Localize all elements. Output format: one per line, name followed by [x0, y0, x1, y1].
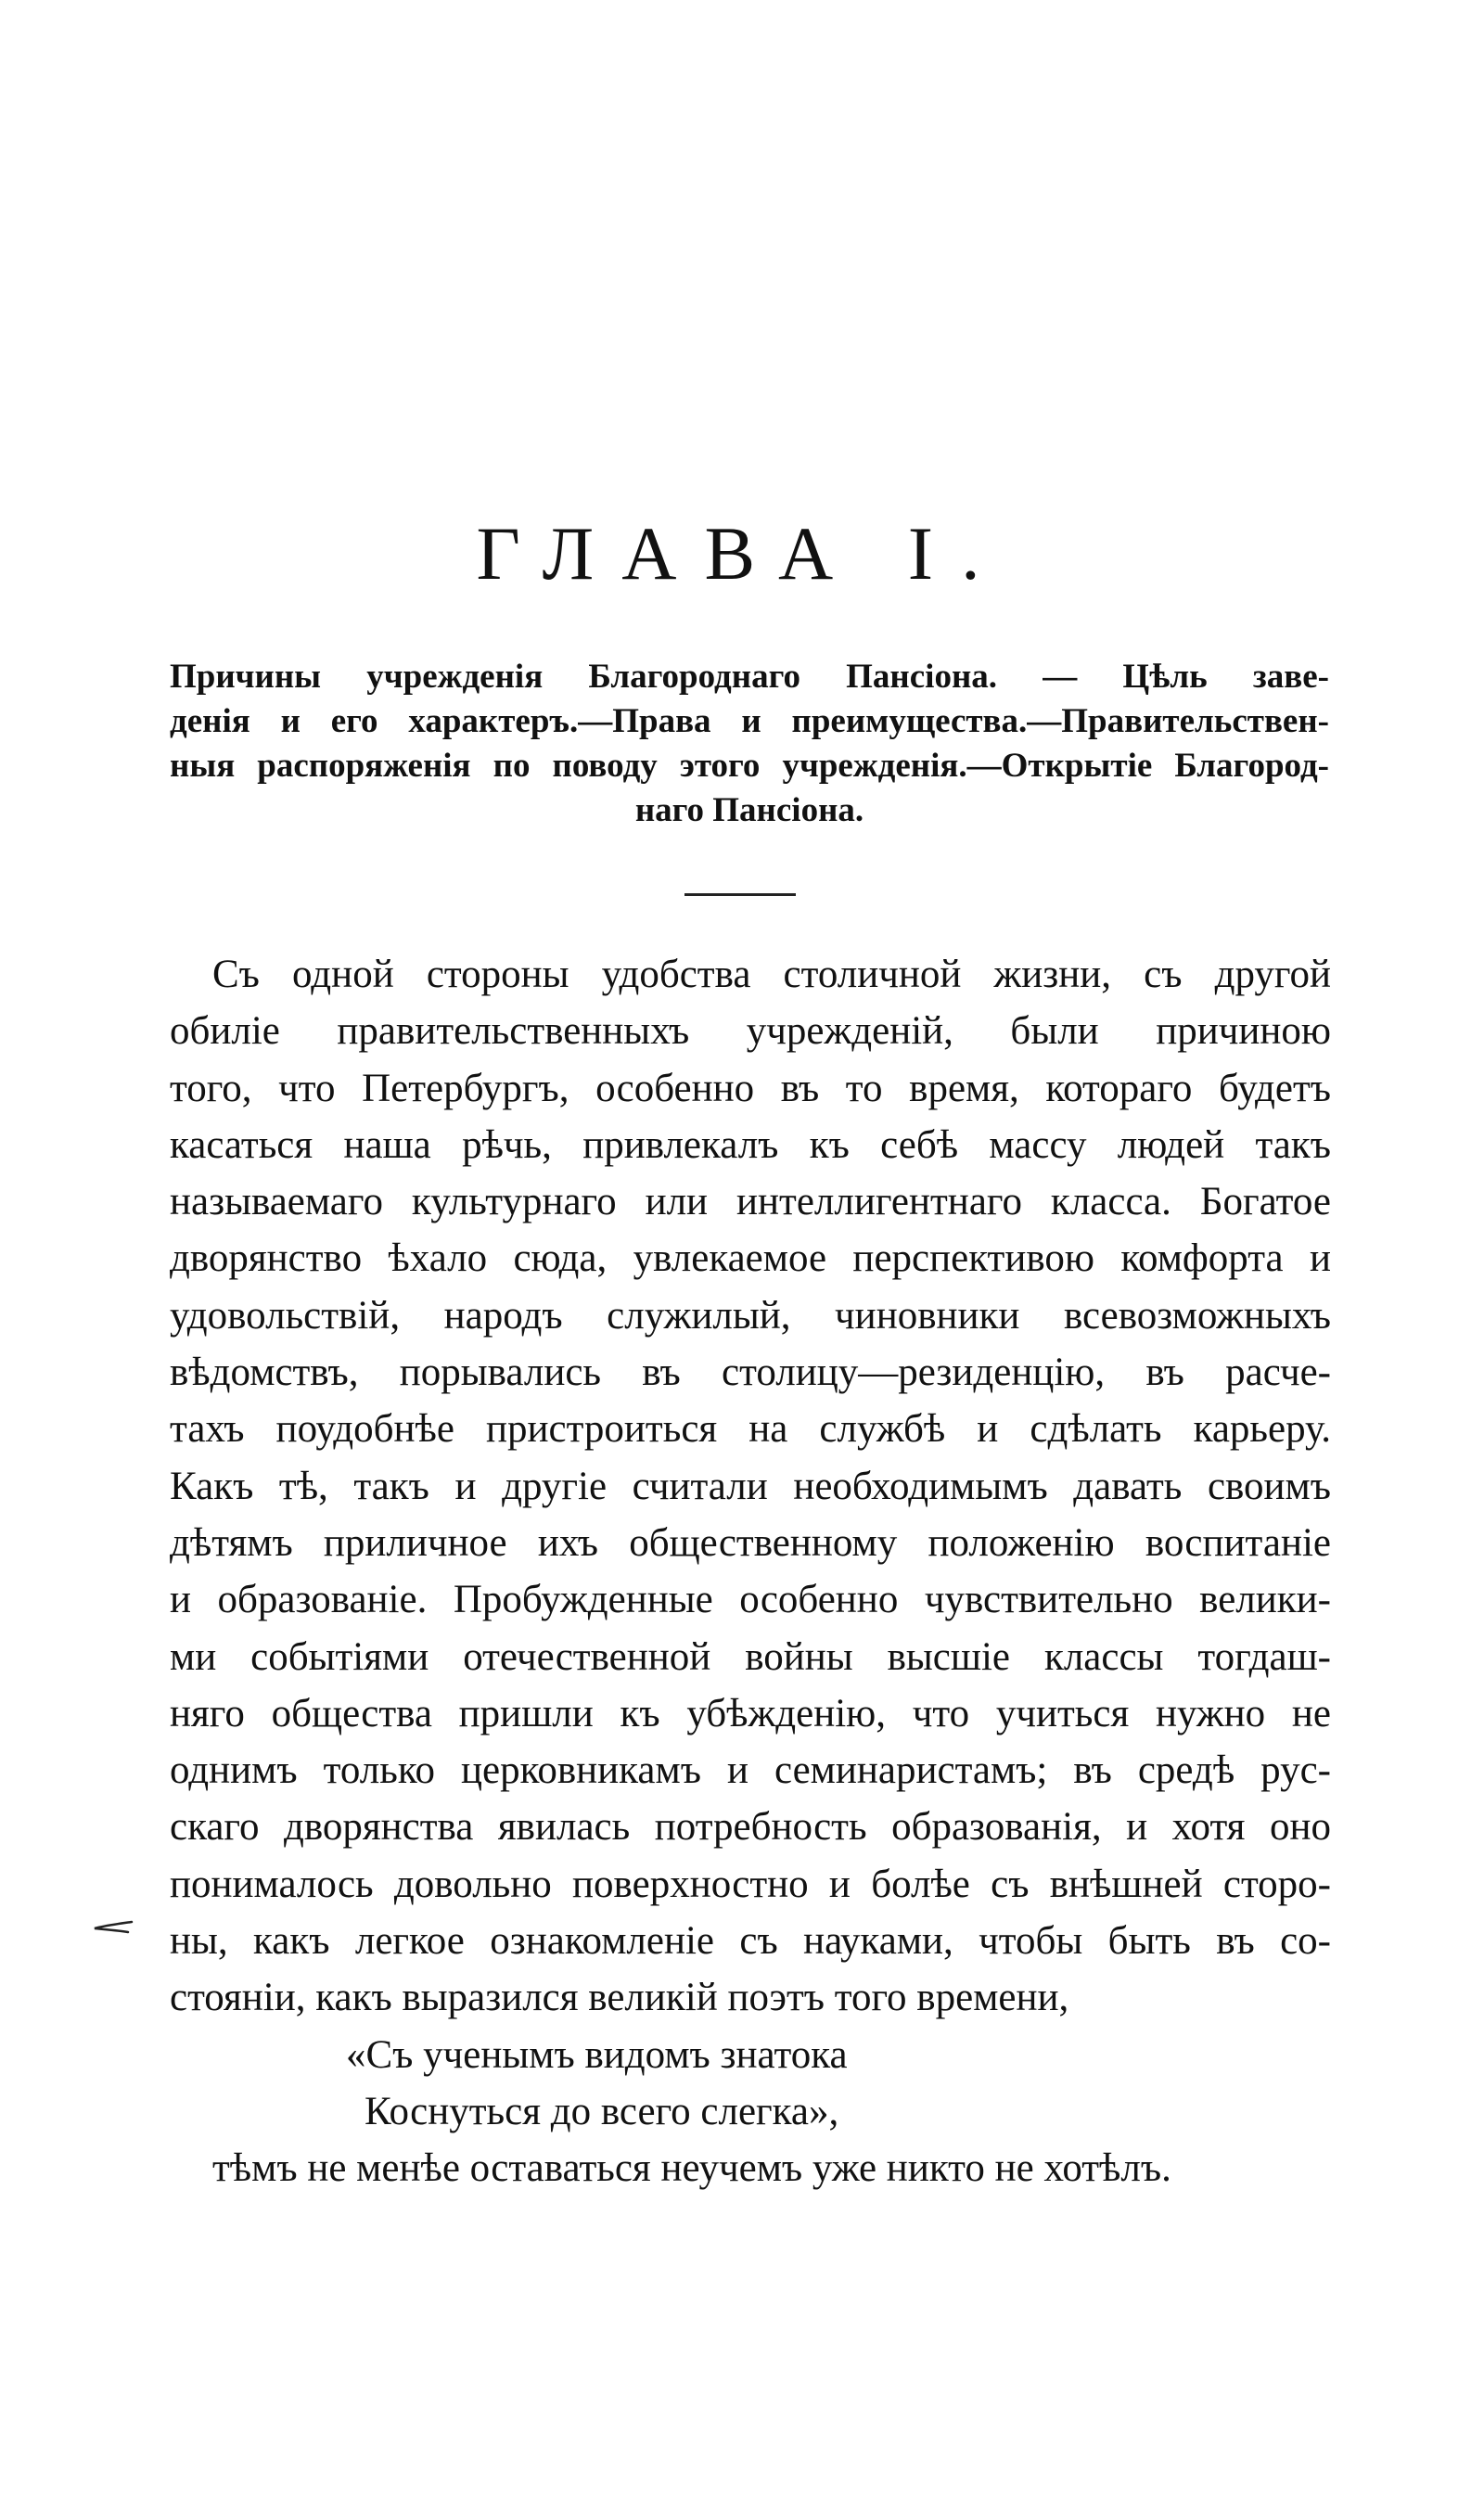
text-line: скаго дворянства явилась потребность образованія, и хотя оно — [170, 1805, 1331, 1850]
text-line: тѣмъ не менѣе оставаться неучемъ уже никто не хотѣлъ. — [212, 2146, 1171, 2191]
verse-line: «Съ ученымъ видомъ знатока — [346, 2032, 848, 2077]
verse-line: Коснуться до всего слегка», — [365, 2089, 839, 2133]
text-line: Какъ тѣ, такъ и другіе считали необходимымъ давать своимъ — [170, 1464, 1331, 1508]
summary-line: ныя распоряженія по поводу этого учрежденія.—Открытіе Благород- — [170, 747, 1329, 785]
chapter-title: ГЛАВА I. — [476, 511, 1008, 595]
text-line: однимъ только церковникамъ и семинаристамъ; въ средѣ рус- — [170, 1748, 1331, 1793]
summary-line: наго Пансіона. — [634, 791, 864, 829]
section-divider — [684, 893, 796, 896]
text-line: ны, какъ легкое ознакомленіе съ науками, чтобы быть въ со- — [170, 1919, 1331, 1964]
text-line: обиліе правительственныхъ учрежденій, были причиною — [170, 1009, 1331, 1054]
text-line: называемаго культурнаго или интеллигентнаго класса. Богатое — [170, 1180, 1331, 1224]
text-line: и образованіе. Пробужденные особенно чувствительно велики- — [170, 1578, 1331, 1622]
text-line: того, что Петербургъ, особенно въ то время, котораго будетъ — [170, 1066, 1331, 1110]
text-line: Съ одной стороны удобства столичной жизни, съ другой — [212, 953, 1331, 996]
text-line: дворянство ѣхало сюда, увлекаемое перспективою комфорта и — [170, 1236, 1331, 1281]
text-line: ми событіями отечественной войны высшіе классы тогдаш- — [170, 1634, 1331, 1679]
margin-pencil-mark — [91, 1913, 134, 1940]
text-line: стояніи, какъ выразился великій поэтъ того времени, — [170, 1976, 1069, 2020]
text-line: вѣдомствъ, порывались въ столицу—резиденцію, въ расче- — [170, 1351, 1331, 1395]
text-line: касаться наша рѣчь, привлекалъ къ себѣ массу людей такъ — [170, 1122, 1331, 1167]
text-line: няго общества пришли къ убѣжденію, что учиться нужно не — [170, 1691, 1331, 1735]
body-text — [170, 946, 1331, 2197]
chapter-summary — [170, 655, 1329, 833]
text-line: дѣтямъ приличное ихъ общественному положенію воспитаніе — [170, 1520, 1331, 1565]
text-line: удовольствій, народъ служилый, чиновники всевозможныхъ — [170, 1293, 1331, 1338]
summary-line: Причины учрежденія Благороднаго Пансіона. — Цѣль заве- — [170, 658, 1329, 696]
text-line: понималось довольно поверхностно и болѣе съ внѣшней сторо- — [170, 1862, 1331, 1906]
summary-line: денія и его характеръ.—Права и преимущества.—Правительствен- — [170, 702, 1329, 740]
text-line: тахъ поудобнѣе пристроиться на службѣ и сдѣлать карьеру. — [170, 1407, 1331, 1452]
